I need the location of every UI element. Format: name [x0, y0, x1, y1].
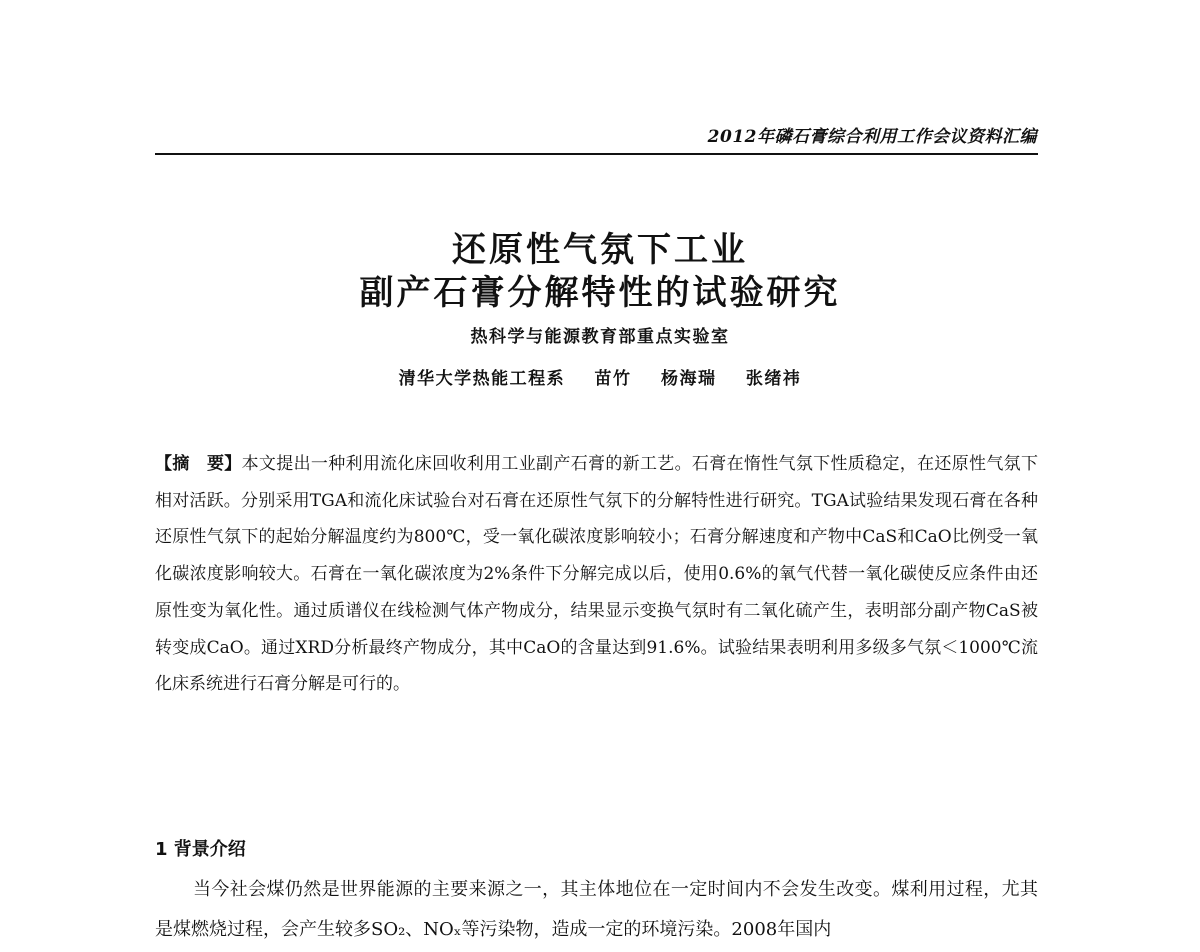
abstract-text: 本文提出一种利用流化床回收利用工业副产石膏的新工艺。石膏在惰性气氛下性质稳定，在还原性气氛下相对活跃。分别采用TGA和流化床试验台对石膏在还原性气氛下的分解特性进行研究。TGA试验结果发现石膏在各种还原性气氛下的起始分解温度约为800℃，受一氧化碳浓度影响较小；石膏分解速度和产物中CaS和CaO比例受一氧化碳浓度影响较大。石膏在一氧化碳浓度为2%条件下分解完成以后，使用0.6%的氧气代替一氧化碳使反应条件由还原性变为氧化性。通过质谱仪在线检测气体产物成分，结果显示变换气氛时有二氧化硫产生，表明部分副产物CaS被转变成CaO。通过XRD分析最终产物成分，其中CaO的含量达到91.6%。试验结果表明利用多级多气氛＜1000℃流化床系统进行石膏分解是可行的。 [155, 454, 1039, 695]
header-rule [155, 153, 1038, 155]
paper-title-line-1: 还原性气氛下工业 [452, 230, 748, 270]
body-paragraph: 当今社会煤仍然是世界能源的主要来源之一，其主体地位在一定时间内不会发生改变。煤利用过程，尤其是煤燃烧过程，会产生较多SO₂、NOₓ等污染物，造成一定的环境污染。2008年国内 [155, 879, 1038, 940]
running-header: 2012年磷石膏综合利用工作会议资料汇编 [707, 127, 1037, 147]
lab-affiliation: 热科学与能源教育部重点实验室 [470, 327, 730, 347]
paper-title-line-2: 副产石膏分解特性的试验研究 [359, 273, 841, 313]
abstract-label: 【摘 要】 [155, 454, 242, 474]
authors-line: 清华大学热能工程系 苗竹 杨海瑞 张绪祎 [398, 369, 802, 389]
section-heading: 1 背景介绍 [155, 839, 246, 860]
abstract [155, 446, 1038, 703]
